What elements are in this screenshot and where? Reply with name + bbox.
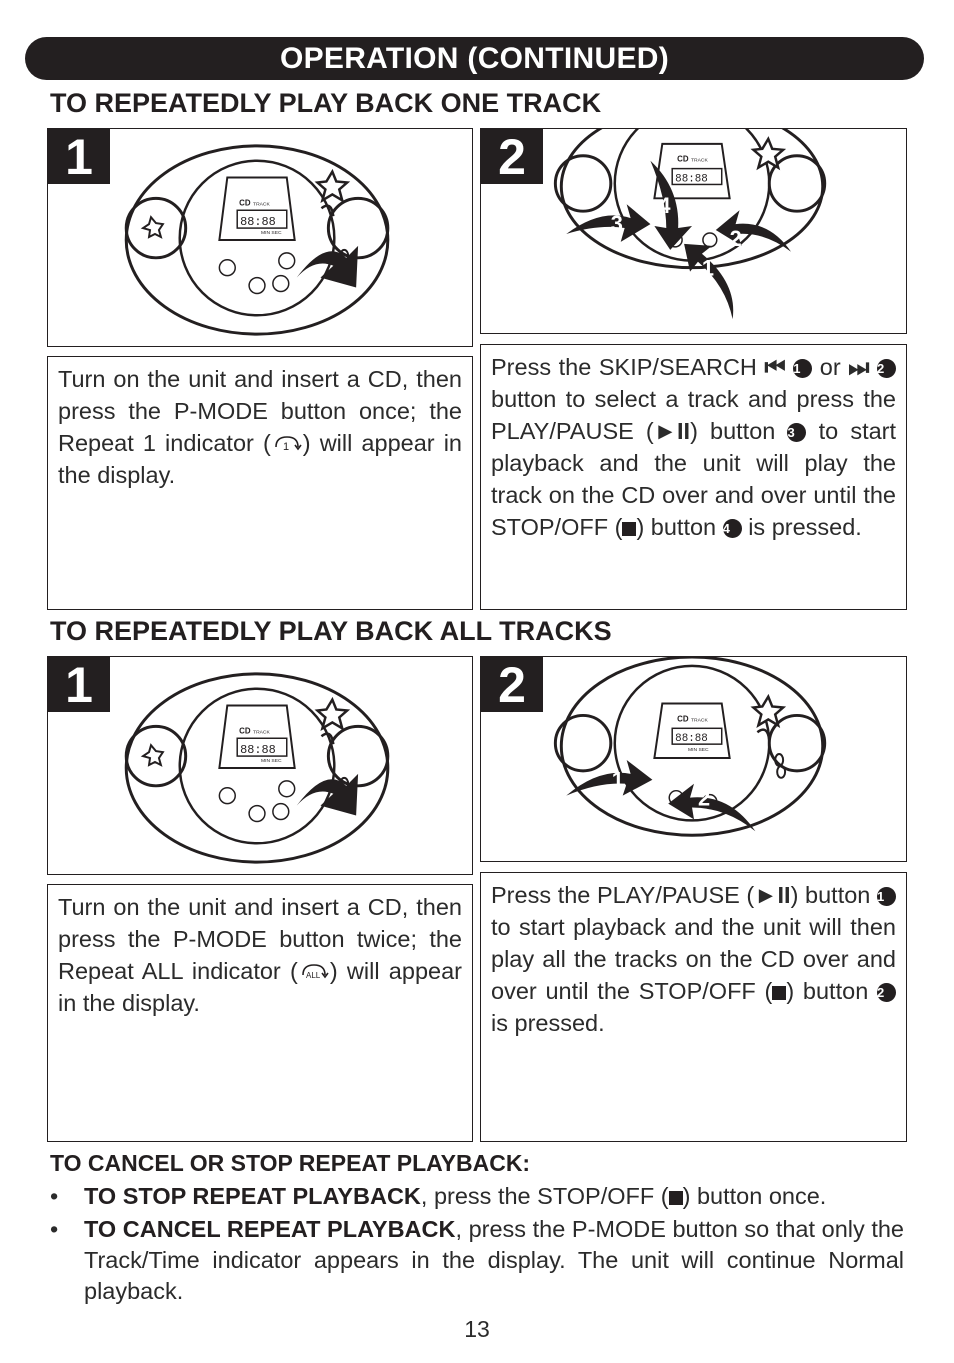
display-digits: 88:88 [240,743,276,758]
display-label-cd: CD [239,726,251,736]
callout-1: 1 [611,767,624,793]
svg-text:ALL: ALL [305,971,321,980]
display-digits: 88:88 [675,733,708,746]
callout-3: 3 [610,211,623,236]
circled-number-2: 2 [877,359,896,378]
step-number-1: 1 [48,657,110,712]
circled-number-4: 4 [723,519,742,538]
stop-icon [669,1191,683,1205]
instruction-text-all-tracks-step2: Press the PLAY/PAUSE (►II) button 1 to start playback and the unit will then play all the tracks on the CD over and over until the STOP/OFF ( ) button 2 is pressed. [480,872,907,1142]
repeat-all-icon [298,961,330,983]
illustration-panel-one-track-step2 [480,128,907,334]
play-pause-icon: ►II [653,418,691,444]
cd-player-illustration [48,129,472,346]
repeat-one-icon [271,433,303,455]
display-digits: 88:88 [675,173,708,186]
display-label-track: TRACK [253,202,270,208]
illustration-panel-all-tracks-step1 [47,656,473,875]
section-title-all-tracks: TO REPEATEDLY PLAY BACK ALL TRACKS [50,616,612,646]
display-label-track: TRACK [691,718,708,724]
page-number: 13 [464,1316,490,1342]
step-number-1: 1 [48,129,110,184]
illustration-panel-one-track-step1 [47,128,473,347]
instruction-text-one-track-step1: Turn on the unit and insert a CD, then press the P-MODE button once; the Repeat 1 indicator ( 1 ) will appear in the display. [47,356,473,610]
cancel-list-item-stop: • TO STOP REPEAT PLAYBACK, press the STOP/OFF ( ) button once. [50,1181,906,1212]
step-number-2: 2 [481,129,543,184]
callout-2: 2 [729,225,742,251]
page-header-banner [25,37,924,80]
display-label-cd: CD [677,154,689,164]
circled-number-3: 3 [787,423,806,442]
instruction-text-all-tracks-step1: Turn on the unit and insert a CD, then press the P-MODE button twice; the Repeat ALL indicator ( ALL ) will appear in the display. [47,884,473,1142]
illustration-panel-all-tracks-step2 [480,656,907,862]
circled-number-1: 1 [793,359,812,378]
page-header-title: OPERATION (CONTINUED) [279,41,670,75]
cancel-section-title: TO CANCEL OR STOP REPEAT PLAYBACK: [50,1150,531,1176]
circled-number-1: 1 [877,887,896,906]
bullet-marker: • [50,1216,59,1242]
display-label-cd: CD [677,714,689,724]
circled-number-2: 2 [877,983,896,1002]
stop-icon [772,986,786,1000]
svg-text:1: 1 [282,441,289,453]
cd-player-illustration [481,657,906,861]
callout-4: 4 [658,193,671,219]
step-number-2: 2 [481,657,543,712]
cd-player-illustration [48,657,472,874]
skip-back-icon: ⏮ [764,354,786,380]
display-label-time: MIN SEC [688,748,709,754]
callout-1: 1 [701,255,715,281]
display-label-cd: CD [239,198,251,208]
display-label-track: TRACK [253,730,270,736]
play-pause-icon: ►II [754,882,791,908]
cancel-list-item-cancel: • TO CANCEL REPEAT PLAYBACK, press the P-MODE button so that only the Track/Time indicator appears in the display. The unit will continue Normal playback. [50,1216,904,1304]
display-label-time: MIN SEC [260,231,282,237]
skip-forward-icon: ⏭ [848,354,870,380]
cd-player-illustration [481,129,906,333]
display-digits: 88:88 [240,215,276,230]
callout-2: 2 [697,785,711,811]
display-label-track: TRACK [691,158,708,164]
stop-icon [622,522,636,536]
display-label-time: MIN SEC [260,759,282,765]
bullet-marker: • [50,1183,59,1209]
section-title-one-track: TO REPEATEDLY PLAY BACK ONE TRACK [50,88,602,118]
instruction-text-one-track-step2: Press the SKIP/SEARCH ⏮ 1 or ⏭ 2 button to select a track and press the PLAY/PAUSE (►II) button 3 to start playback and the unit will play the track on the CD over and over until the STOP/OFF ( ) button 4 is pressed. [480,344,907,610]
